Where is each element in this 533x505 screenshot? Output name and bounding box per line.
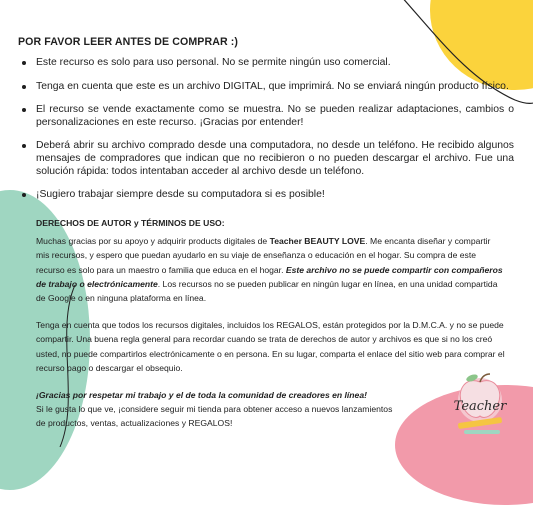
list-item: [22, 81, 514, 94]
list-item: [22, 104, 514, 129]
teacher-apple-logo: [448, 370, 512, 442]
terms-section: [36, 216, 506, 431]
terms-title: DERECHOS DE AUTOR y TÉRMINOS DE USO:: [36, 218, 225, 228]
bullet-icon: [22, 193, 26, 197]
terms-text: . Los recursos no se pueden publicar en ningún lugar en línea, en una unidad compartida de Google o en ninguna plataforma en línea.: [36, 278, 498, 304]
list-item-text: Tenga en cuenta que este es un archivo DIGITAL, que imprimirá. No se enviará ningún producto físico.: [36, 80, 509, 92]
bullet-icon: [22, 144, 26, 148]
list-item-text: El recurso se vende exactamente como se muestra. No se pueden realizar adaptaciones, cambios o personalizaciones en este recurso. ¡Gracias por entender!: [36, 104, 514, 128]
sharing-warning: Este archivo no se puede compartir con compañeros de trabajo o electrónicamente: [36, 264, 503, 289]
terms-text: . Me encanta diseñar y compartir mis recursos, y espero que puedan ayudarlo en su viaje de enseñanza o educación en el hogar. Su compra de este recurso es solo para un maestro o familia que educa en el hogar.: [36, 236, 491, 275]
thanks-line: ¡Gracias por respetar mi trabajo y el de toda la comunidad de creadores en línea!: [36, 390, 367, 401]
terms-text: Muchas gracias por su apoyo y adquirir products digitales de: [36, 236, 270, 247]
follow-paragraph: Si le gusta lo que ve, ¡considere seguir mi tienda para obtener acceso a nuevos lanzamientos de productos, ventas, actualizaciones y REGALOS!: [36, 404, 393, 429]
list-item-text: ¡Sugiero trabajar siempre desde su computadora si es posible!: [36, 189, 325, 201]
terms-paragraph: [36, 234, 506, 305]
list-item-text: Este recurso es solo para uso personal. No se permite ningún uso comercial.: [36, 57, 391, 68]
list-item: [22, 189, 514, 202]
bullet-icon: [22, 85, 26, 89]
rules-list: [22, 50, 514, 202]
svg-text:Teacher: Teacher: [453, 399, 507, 414]
bullet-icon: [22, 61, 26, 65]
list-item-text: Deberá abrir su archivo comprado desde una computadora, no desde un teléfono. He recibido algunos mensajes de compradores que indican que no recibieron o no pueden descargar el archivo. Fue una solución rápida: todos intentaban acceder al archivo desde un teléfono.: [36, 140, 514, 177]
dmca-paragraph: Tenga en cuenta que todos los recursos digitales, incluidos los REGALOS, están protegidos por la D.M.C.A. y no se puede compartir. Una buena regla general para recordar cuando se trata de derechos de autor y archivos es que si no los creó usted, no puede compartirlos electrónicamente o en persona. En su lugar, comparta el enlace del sitio web para comprar el recurso pago o descargar el obsequio.: [36, 320, 505, 373]
brand-name: Teacher BEAUTY LOVE: [269, 236, 366, 247]
list-item: [22, 140, 514, 178]
page-heading: POR FAVOR LEER ANTES DE COMPRAR :): [18, 36, 238, 48]
bullet-icon: [22, 108, 26, 112]
list-item: [22, 57, 514, 70]
